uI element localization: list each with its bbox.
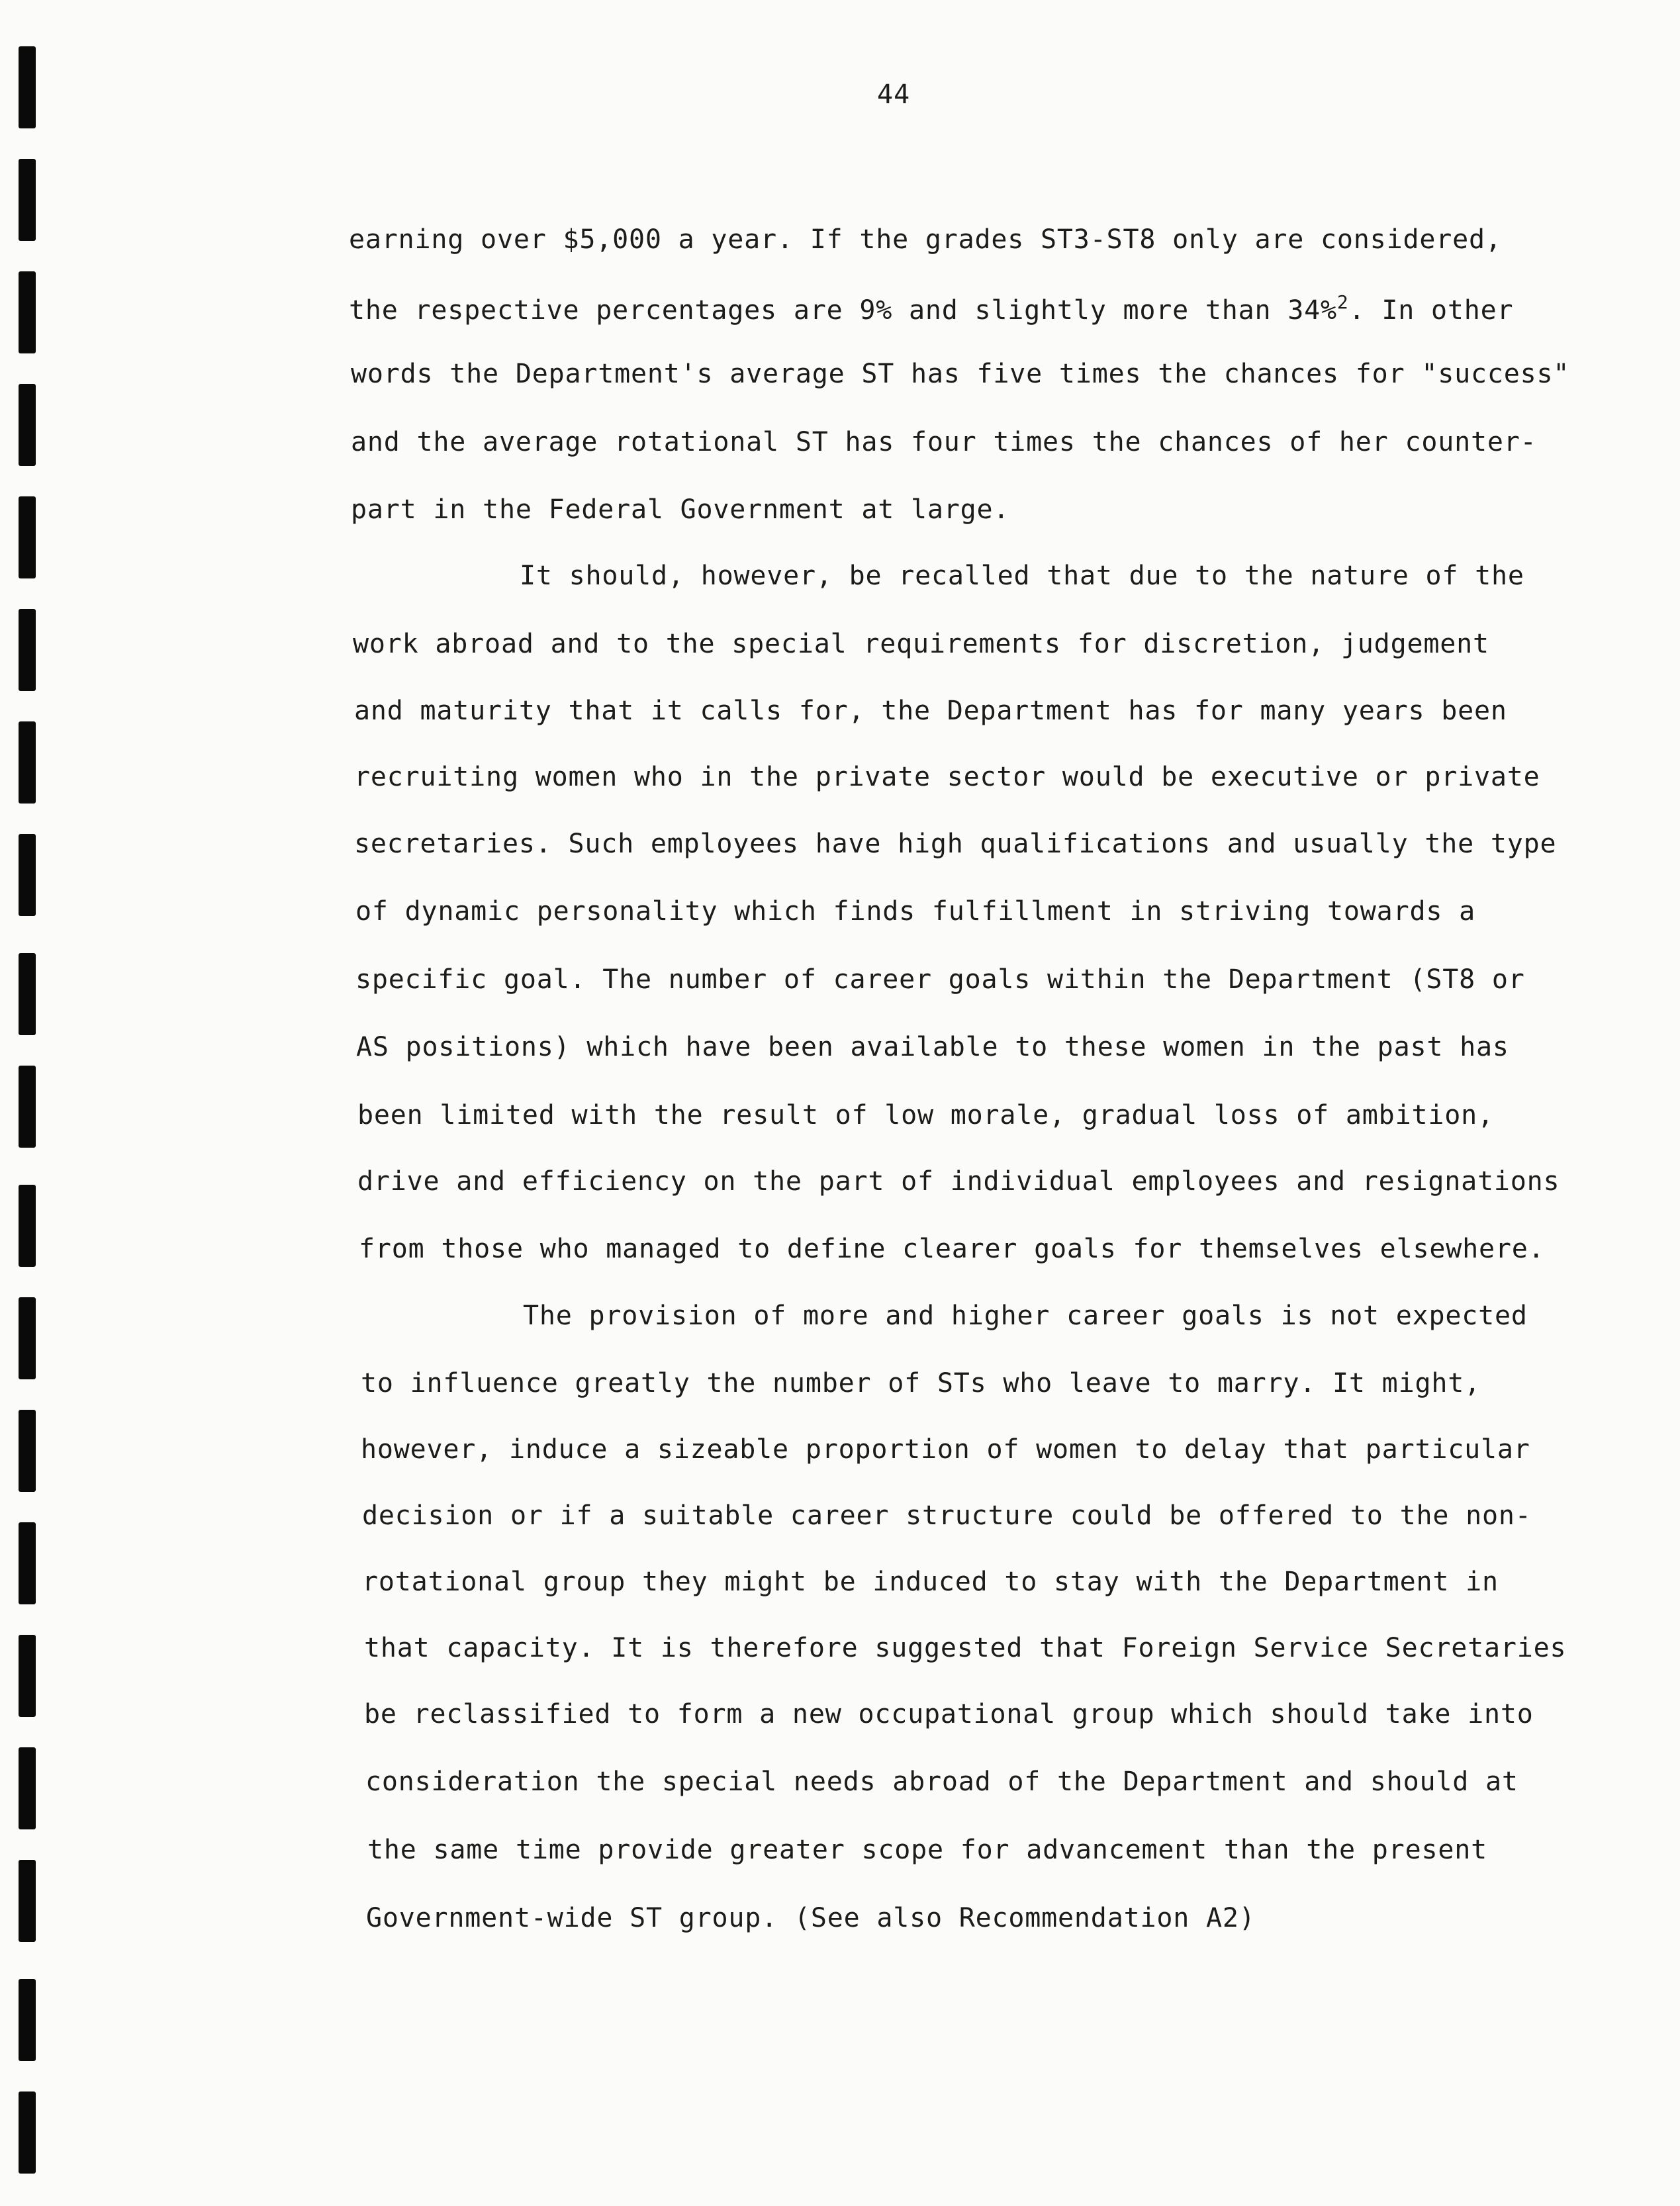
text-line: It should, however, be recalled that due to the nature of the — [520, 561, 1524, 591]
text-line: decision or if a suitable career structure could be offered to the non- — [362, 1500, 1532, 1531]
punch-mark — [19, 1635, 36, 1717]
punch-mark — [19, 1185, 36, 1267]
punch-mark — [19, 159, 36, 241]
punch-mark — [19, 271, 36, 353]
text-line: part in the Federal Government at large. — [351, 494, 1010, 525]
punch-mark — [19, 384, 36, 466]
text-line: however, induce a sizeable proportion of women to delay that particular — [361, 1434, 1530, 1465]
text-line: consideration the special needs abroad of the Department and should at — [365, 1767, 1518, 1797]
text-line-segment: the respective percentages are 9% and slightly more than 34% — [349, 295, 1337, 326]
punch-mark — [19, 1747, 36, 1829]
text-line: work abroad and to the special requirements for discretion, judgement — [353, 629, 1489, 659]
text-line: been limited with the result of low morale, gradual loss of ambition, — [357, 1100, 1494, 1130]
text-line: the same time provide greater scope for advancement than the present — [367, 1835, 1487, 1865]
punch-mark — [19, 1860, 36, 1942]
punch-mark — [19, 1297, 36, 1379]
text-line: to influence greatly the number of STs who leave to marry. It might, — [361, 1368, 1481, 1399]
text-line-segment: . In other — [1348, 295, 1514, 326]
text-line: AS positions) which have been available to these women in the past has — [356, 1032, 1509, 1062]
text-line: that capacity. It is therefore suggested that Foreign Service Secretaries — [364, 1633, 1567, 1663]
text-line: and maturity that it calls for, the Department has for many years been — [354, 696, 1507, 726]
punch-mark — [19, 953, 36, 1035]
punch-mark — [19, 1522, 36, 1604]
text-line — [349, 293, 1513, 324]
punch-mark — [19, 609, 36, 691]
text-line: words the Department's average ST has five times the chances for "success" — [351, 359, 1570, 389]
text-line: recruiting women who in the private sector would be executive or private — [354, 762, 1540, 792]
punch-mark — [19, 2091, 36, 2174]
text-line: The provision of more and higher career goals is not expected — [523, 1301, 1528, 1331]
text-line: be reclassified to form a new occupational group which should take into — [364, 1699, 1534, 1729]
text-line: and the average rotational ST has four times the chances of her counter- — [351, 427, 1537, 457]
text-line: drive and efficiency on the part of individual employees and resignations — [357, 1166, 1560, 1197]
punch-mark — [19, 721, 36, 804]
punch-mark — [19, 1979, 36, 2061]
text-line: from those who managed to define clearer goals for themselves elsewhere. — [359, 1234, 1545, 1264]
footnote-reference: 2 — [1336, 291, 1349, 313]
punch-mark — [19, 1410, 36, 1492]
text-line: Government-wide ST group. (See also Recommendation A2) — [366, 1903, 1256, 1933]
text-line: earning over $5,000 a year. If the grades ST3-ST8 only are considered, — [349, 224, 1502, 255]
text-line: rotational group they might be induced to stay with the Department in — [362, 1567, 1499, 1597]
text-line: secretaries. Such employees have high qualifications and usually the type — [354, 829, 1557, 859]
punch-mark — [19, 496, 36, 578]
text-line: of dynamic personality which finds fulfillment in striving towards a — [355, 896, 1475, 927]
page-number: 44 — [877, 79, 911, 110]
punch-mark — [19, 46, 36, 128]
binder-punch-strip — [19, 46, 36, 2178]
text-line: specific goal. The number of career goals within the Department (ST8 or — [355, 964, 1525, 995]
punch-mark — [19, 1066, 36, 1148]
punch-mark — [19, 834, 36, 916]
